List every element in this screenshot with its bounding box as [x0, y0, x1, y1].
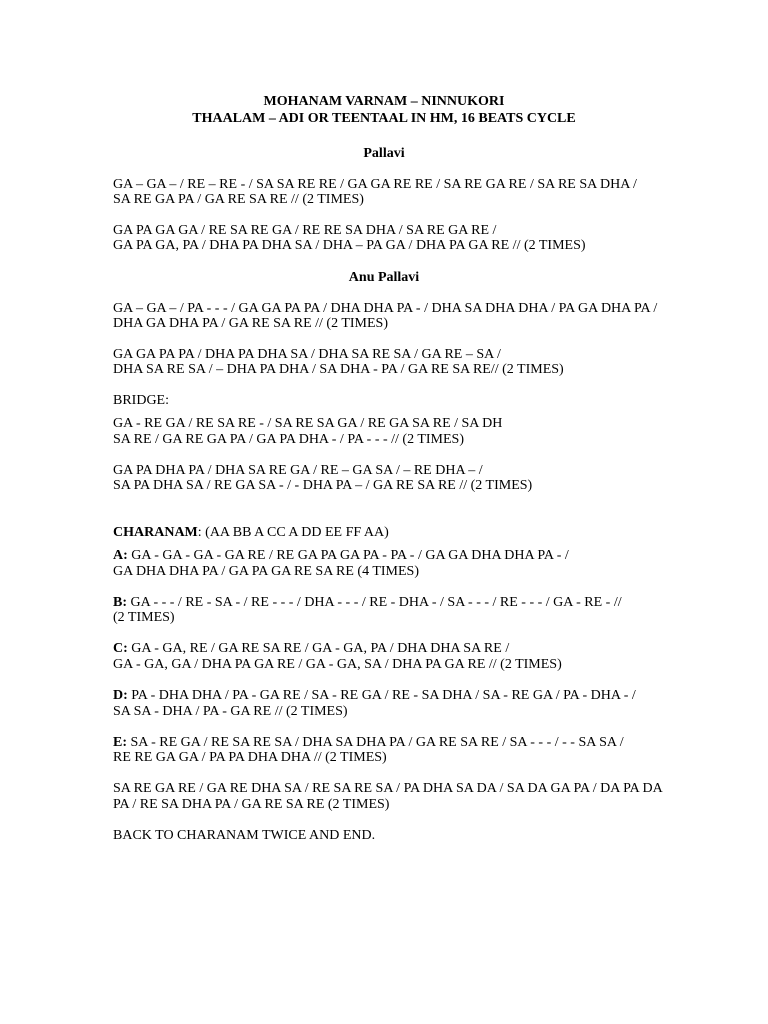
section-e-line-2: RE RE GA GA / PA PA DHA DHA // (2 TIMES)	[113, 750, 387, 765]
section-b-line-1	[113, 595, 622, 611]
section-e-line-1	[113, 735, 624, 751]
bridge-line-1a: GA - RE GA / RE SA RE - / SA RE SA GA / RE GA SA RE / SA DH	[113, 416, 503, 431]
bridge-line-1b: SA RE / GA RE GA PA / GA PA DHA - / PA - - - // (2 TIMES)	[113, 432, 464, 447]
charanam-label: CHARANAM	[113, 525, 198, 540]
anu-pallavi-heading: Anu Pallavi	[348, 270, 420, 285]
section-c-line-2: GA - GA, GA / DHA PA GA RE / GA - GA, SA / DHA PA GA RE // (2 TIMES)	[113, 657, 562, 672]
section-c-text-1: GA - GA, RE / GA RE SA RE / GA - GA, PA / DHA DHA SA RE /	[127, 641, 510, 656]
section-c-line-1	[113, 641, 509, 657]
pallavi-line-1b: SA RE GA PA / GA RE SA RE // (2 TIMES)	[113, 192, 364, 207]
section-b-label: B:	[113, 595, 127, 610]
section-d-line-1	[113, 688, 636, 704]
bridge-line-2a: GA PA DHA PA / DHA SA RE GA / RE – GA SA / – RE DHA – /	[113, 463, 483, 478]
section-b-line-2: (2 TIMES)	[113, 610, 175, 625]
pallavi-line-1a: GA – GA – / RE – RE - / SA SA RE RE / GA GA RE RE / SA RE GA RE / SA RE SA DHA /	[113, 177, 637, 192]
title-line-2: THAALAM – ADI OR TEENTAAL IN HM, 16 BEATS CYCLE	[192, 111, 576, 126]
ending-instruction: BACK TO CHARANAM TWICE AND END.	[113, 828, 376, 843]
anu-pallavi-line-1b: DHA GA DHA PA / GA RE SA RE // (2 TIMES)	[113, 316, 388, 331]
section-a-label: A:	[113, 548, 128, 563]
section-d-label: D:	[113, 688, 128, 703]
section-b-text-1: GA - - - / RE - SA - / RE - - - / DHA - - - / RE - DHA - / SA - - - / RE - - - / GA - RE - //	[127, 595, 622, 610]
bridge-line-2b: SA PA DHA SA / RE GA SA - / - DHA PA – / GA RE SA RE // (2 TIMES)	[113, 478, 533, 493]
section-f-line-1: SA RE GA RE / GA RE DHA SA / RE SA RE SA / PA DHA SA DA / SA DA GA PA / DA PA DA	[113, 781, 663, 796]
anu-pallavi-line-2b: DHA SA RE SA / – DHA PA DHA / SA DHA - PA / GA RE SA RE// (2 TIMES)	[113, 362, 564, 377]
section-e-label: E:	[113, 735, 127, 750]
anu-pallavi-line-2a: GA GA PA PA / DHA PA DHA SA / DHA SA RE SA / GA RE – SA /	[113, 347, 501, 362]
section-e-text-1: SA - RE GA / RE SA RE SA / DHA SA DHA PA / GA RE SA RE / SA - - - / - - SA SA /	[127, 735, 624, 750]
bridge-label: BRIDGE:	[113, 393, 169, 408]
section-d-line-2: SA SA - DHA / PA - GA RE // (2 TIMES)	[113, 704, 348, 719]
charanam-pattern: : (AA BB A CC A DD EE FF AA)	[197, 525, 389, 540]
section-a-line-1	[113, 548, 569, 564]
charanam-line	[113, 525, 389, 541]
section-a-line-2: GA DHA DHA PA / GA PA GA RE SA RE (4 TIMES)	[113, 564, 420, 579]
section-d-text-1: PA - DHA DHA / PA - GA RE / SA - RE GA / RE - SA DHA / SA - RE GA / PA - DHA - /	[127, 688, 636, 703]
section-c-label: C:	[113, 641, 128, 656]
pallavi-line-2b: GA PA GA, PA / DHA PA DHA SA / DHA – PA GA / DHA PA GA RE // (2 TIMES)	[113, 238, 586, 253]
pallavi-line-2a: GA PA GA GA / RE SA RE GA / RE RE SA DHA / SA RE GA RE /	[113, 223, 497, 238]
anu-pallavi-line-1a: GA – GA – / PA - - - / GA GA PA PA / DHA DHA PA - / DHA SA DHA DHA / PA GA DHA PA /	[113, 301, 658, 316]
title-line-1: MOHANAM VARNAM – NINNUKORI	[263, 94, 505, 109]
section-a-text-1: GA - GA - GA - GA RE / RE GA PA GA PA - PA - / GA GA DHA DHA PA - /	[127, 548, 569, 563]
section-f-line-2: PA / RE SA DHA PA / GA RE SA RE (2 TIMES)	[113, 797, 390, 812]
pallavi-heading: Pallavi	[363, 146, 405, 161]
